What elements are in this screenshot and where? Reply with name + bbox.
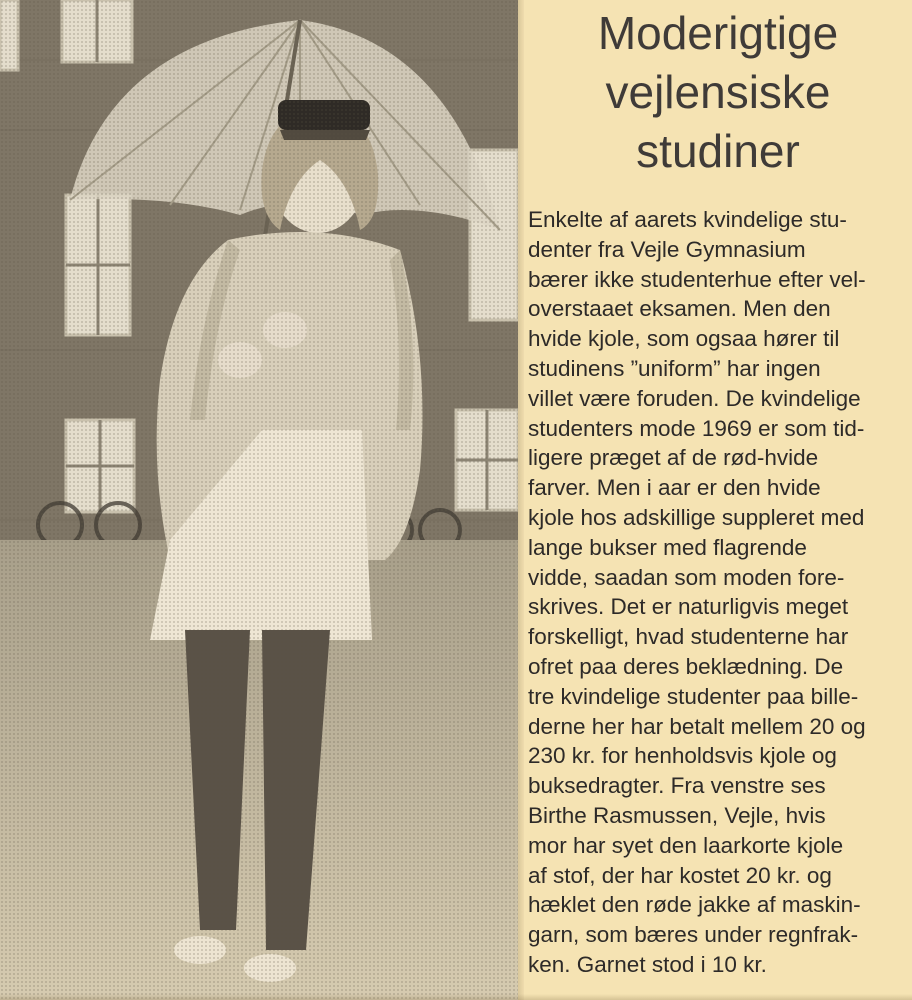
article-line: overstaaet eksamen. Men den	[528, 296, 831, 322]
article-line: lange bukser med flagrende	[528, 534, 807, 560]
article-line: af stof, der har kostet 20 kr. og	[528, 862, 832, 888]
article-line: tre kvindelige studenter paa bille-	[528, 683, 859, 709]
article-line: studenters mode 1969 er som tid-	[528, 415, 865, 441]
article-body	[528, 205, 912, 980]
article-column	[524, 0, 912, 1000]
article-line: 230 kr. for henholdsvis kjole og	[528, 743, 837, 769]
article-line: ken. Garnet stod i 10 kr.	[528, 951, 767, 977]
article-line: Enkelte af aarets kvindelige stu-	[528, 207, 847, 232]
article-line: skrives. Det er naturligvis meget	[528, 594, 849, 620]
article-line: denter fra Vejle Gymnasium	[528, 236, 806, 262]
article-line: hvide kjole, som ogsaa hører til	[528, 326, 840, 352]
clipping-edge	[0, 994, 912, 1000]
article-line: hæklet den røde jakke af maskin-	[528, 892, 861, 918]
headline-line: studiner	[636, 125, 800, 177]
article-line: derne her har betalt mellem 20 og	[528, 713, 866, 739]
article-line: ligere præget af de rød-hvide	[528, 445, 819, 471]
article-line: forskelligt, hvad studenterne har	[528, 624, 849, 650]
article-line: vidde, saadan som moden fore-	[528, 564, 845, 590]
headline-line: Moderigtige	[597, 7, 839, 59]
article-line: ofret paa deres beklædning. De	[528, 653, 844, 679]
headline	[524, 0, 912, 181]
article-line: farver. Men i aar er den hvide	[528, 475, 821, 501]
article-line: bærer ikke studenterhue efter vel-	[528, 266, 866, 292]
article-line: kjole hos adskillige suppleret med	[528, 504, 865, 530]
article-line: buksedragter. Fra venstre ses	[528, 773, 826, 799]
article-line: Birthe Rasmussen, Vejle, hvis	[528, 802, 826, 828]
headline-line: vejlensiske	[605, 66, 831, 118]
article-line: mor har syet den laarkorte kjole	[528, 832, 844, 858]
article-line: garn, som bæres under regnfrak-	[528, 922, 859, 948]
article-line: studinens ”uniform” har ingen	[528, 355, 821, 381]
article-line: villet være foruden. De kvindelige	[528, 385, 861, 411]
